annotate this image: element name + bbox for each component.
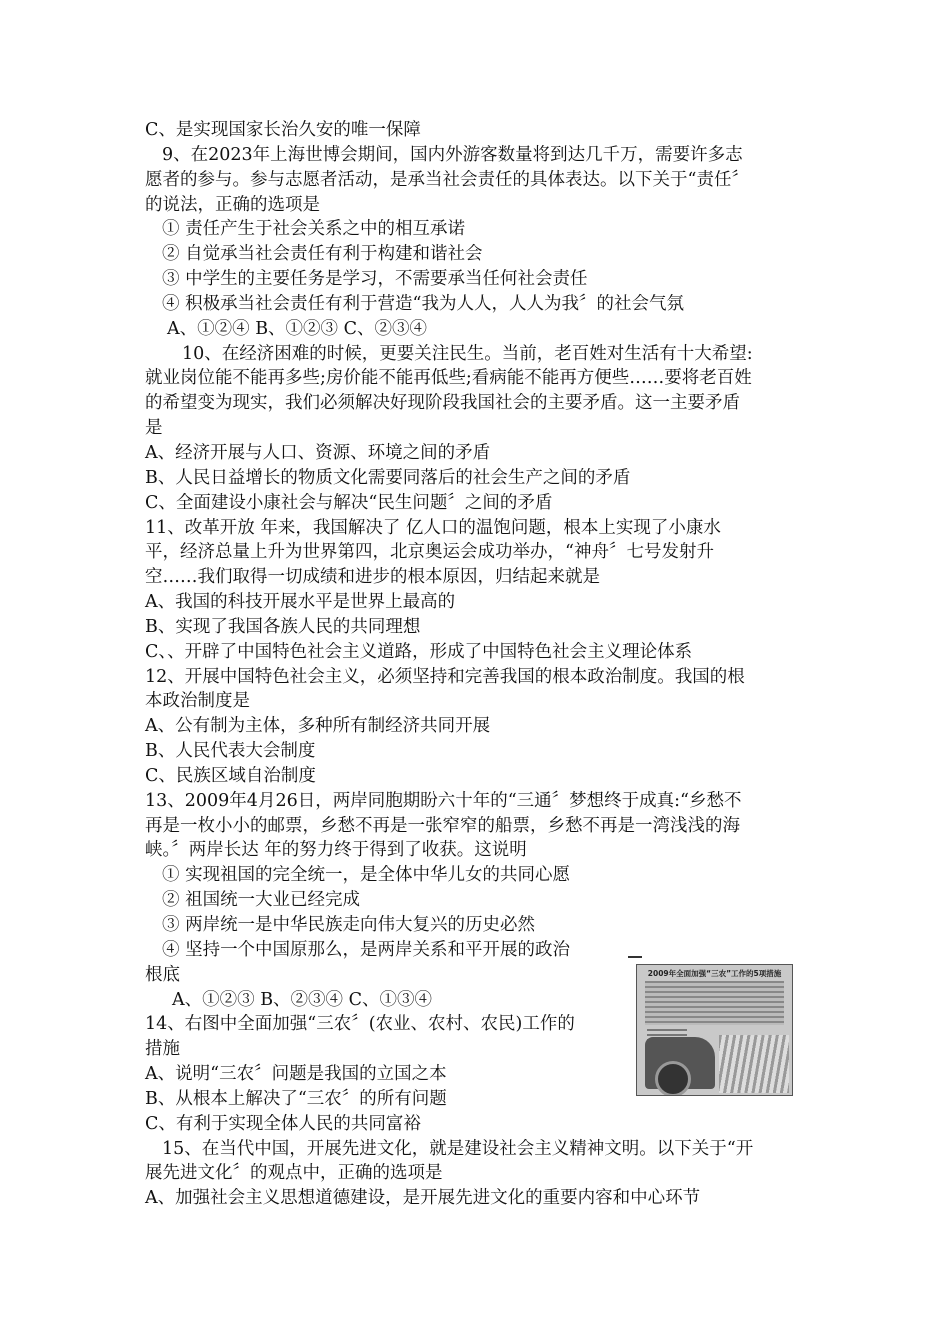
sannong-poster-figure <box>628 956 793 1096</box>
answer-option: A、说明“三农〞问题是我国的立国之本 <box>145 1064 447 1085</box>
question-14-stem: 14、右图中全面加强“三农〞(农业、农村、农民)工作的 <box>145 1014 575 1035</box>
text-line: 措施 <box>145 1039 180 1060</box>
answer-option: A、经济开展与人口、资源、环境之间的矛盾 <box>145 442 491 463</box>
answer-option: A、加强社会主义思想道德建设，是开展先进文化的重要内容和中心环节 <box>145 1188 701 1209</box>
text-line: 空……我们取得一切成绩和进步的根本原因，归结起来就是 <box>145 567 600 588</box>
text-line: 峡。〞两岸长达 年的努力终于得到了收获。这说明 <box>145 840 527 861</box>
text-line: 的希望变为现实，我们必须解决好现阶段我国社会的主要矛盾。这一主要矛盾 <box>145 393 740 414</box>
text-line: 展先进文化〞的观点中，正确的选项是 <box>145 1163 443 1184</box>
text-line: 本政治制度是 <box>145 691 250 712</box>
statement-item: ② 祖国统一大业已经完成 <box>162 890 361 911</box>
poster-caption: 2009年全面加强“三农”工作的5项措施 <box>647 969 782 978</box>
statement-item: ④ 坚持一个中国原那么，是两岸关系和平开展的政治 <box>162 939 571 960</box>
statement-item: ③ 中学生的主要任务是学习，不需要承当任何社会责任 <box>162 269 588 290</box>
answer-option: B、人民代表大会制度 <box>145 741 316 762</box>
statement-item: ④ 积极承当社会责任有利于营造“我为人人，人人为我〞的社会气氛 <box>162 293 685 314</box>
question-12-stem: 12、开展中国特色社会主义，必须坚持和完善我国的根本政治制度。我国的根 <box>145 666 745 687</box>
answer-option: A、公有制为主体，多种所有制经济共同开展 <box>145 716 491 737</box>
answer-option: B、从根本上解决了“三农〞的所有问题 <box>145 1088 447 1109</box>
figure-marker <box>628 956 642 958</box>
poster-image <box>636 964 793 1096</box>
answer-options: A、①②③ B、②③④ C、①③④ <box>172 989 433 1010</box>
text-line: 平，经济总量上升为世界第四，北京奥运会成功举办，“神舟〞七号发射升 <box>145 542 714 563</box>
text-line: C、是实现国家长治久安的唯一保障 <box>145 120 421 140</box>
text-line: 是 <box>145 418 163 439</box>
answer-option: C、、开辟了中国特色社会主义道路，形成了中国特色社会主义理论体系 <box>145 641 693 662</box>
answer-option: B、人民日益增长的物质文化需要同落后的社会生产之间的矛盾 <box>145 467 631 488</box>
text-line: 愿者的参与。参与志愿者活动，是承当社会责任的具体表达。以下关于“责任〞 <box>145 169 749 190</box>
poster-text-panel <box>645 981 784 1025</box>
question-13-stem: 13、2009年4月26日，两岸同胞期盼六十年的“三通〞梦想终于成真:“乡愁不 <box>145 790 742 811</box>
statement-item: ③ 两岸统一是中华民族走向伟大复兴的历史必然 <box>162 915 536 935</box>
question-15-stem: 15、在当代中国，开展先进文化，就是建设社会主义精神文明。以下关于“开 <box>162 1138 754 1159</box>
text-line: 根底 <box>145 964 180 985</box>
statement-item: ① 责任产生于社会关系之中的相互承诺 <box>162 219 466 240</box>
text-line: 再是一枚小小的邮票，乡愁不再是一张窄窄的船票，乡愁不再是一湾浅浅的海 <box>145 815 740 836</box>
answer-option: C、民族区域自治制度 <box>145 765 316 786</box>
answer-option: B、实现了我国各族人民的共同理想 <box>145 616 421 637</box>
question-9-stem: 9、在2023年上海世博会期间，国内外游客数量将到达几千万，需要许多志 <box>162 144 743 165</box>
statement-item: ② 自觉承当社会责任有利于构建和谐社会 <box>162 244 483 265</box>
question-10-stem: 10、在经济困难的时候，更要关注民生。当前，老百姓对生活有十大希望: <box>182 343 753 364</box>
answer-option: C、有利于实现全体人民的共同富裕 <box>145 1113 421 1134</box>
text-line: 就业岗位能不能再多些;房价能不能再低些;看病能不能再方便些……要将老百姓 <box>145 368 752 389</box>
tractor-wheel-graphic <box>655 1061 691 1096</box>
answer-option: A、我国的科技开展水平是世界上最高的 <box>145 592 456 613</box>
text-line: 的说法，正确的选项是 <box>145 194 320 215</box>
statement-item: ① 实现祖国的完全统一，是全体中华儿女的共同心愿 <box>162 865 571 886</box>
wheat-stalks-graphic <box>719 1035 789 1093</box>
answer-option: C、全面建设小康社会与解决“民生问题〞之间的矛盾 <box>145 492 553 513</box>
question-11-stem: 11、改革开放 年来，我国解决了 亿人口的温饱问题，根本上实现了小康水 <box>145 517 721 538</box>
answer-options: A、①②④ B、①②③ C、②③④ <box>167 318 428 339</box>
